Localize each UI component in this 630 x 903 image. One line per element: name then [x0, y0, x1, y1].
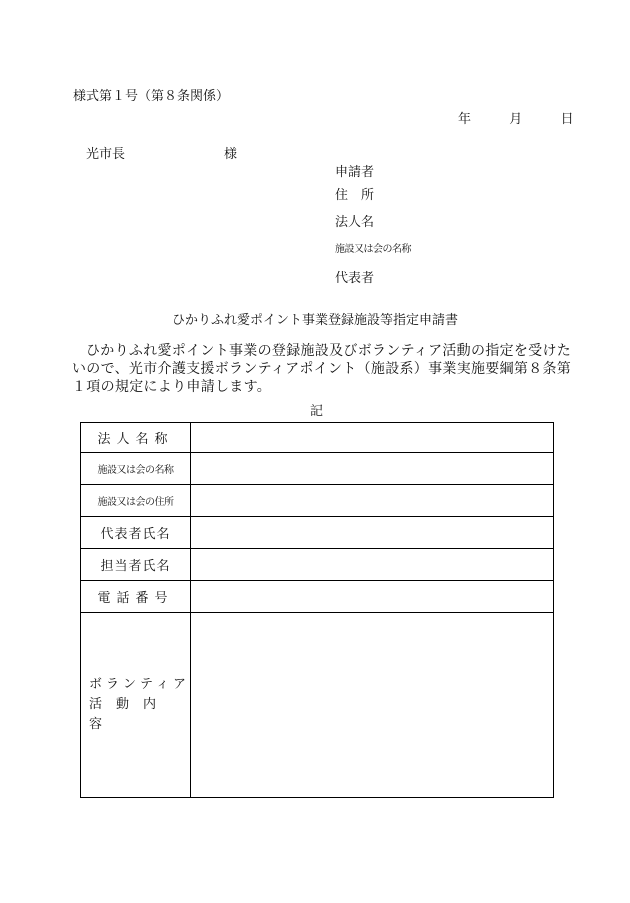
table-row: [81, 549, 554, 581]
activity-content-field[interactable]: [191, 613, 554, 798]
phone-label: 電話番号: [81, 581, 191, 613]
applicant-address-label: 住 所: [335, 188, 375, 203]
facility-name-field[interactable]: [191, 453, 554, 485]
activity-label-line-2: 活動内容: [89, 697, 171, 732]
facility-address-field[interactable]: [191, 485, 554, 517]
contact-name-label: 担当者氏名: [81, 549, 191, 581]
addressee-honorific: 様: [224, 147, 238, 162]
date-month-label: 月: [509, 112, 523, 127]
document-title: ひかりふれ愛ポイント事業登録施設等指定申請書: [172, 313, 459, 328]
applicant-corp-name-label: 法人名: [335, 215, 375, 230]
body-line-3: １項の規定により申請します。: [72, 379, 272, 395]
form-number: 様式第１号（第８条関係）: [73, 89, 230, 104]
ki-marker: 記: [310, 404, 324, 419]
date-day-label: 日: [560, 112, 574, 127]
applicant-representative-label: 代表者: [335, 271, 375, 286]
body-line-2: いので、光市介護支援ボランティアポイント（施設系）事業実施要綱第８条第: [72, 361, 572, 377]
corp-name-field[interactable]: [191, 423, 554, 453]
table-row: [81, 517, 554, 549]
applicant-facility-name-label: 施設又は会の名称: [335, 244, 411, 255]
date-line: [458, 108, 574, 127]
date-year-label: 年: [458, 112, 472, 127]
table-row: [81, 613, 554, 798]
body-line-1: ひかりふれ愛ポイント事業の登録施設及びボランティア活動の指定を受けた: [86, 343, 572, 359]
addressee-name: 光市長: [86, 147, 126, 162]
corp-name-label: 法人名称: [81, 423, 191, 453]
contact-name-field[interactable]: [191, 549, 554, 581]
applicant-heading: 申請者: [335, 165, 375, 180]
table-row: [81, 453, 554, 485]
representative-name-field[interactable]: [191, 517, 554, 549]
phone-field[interactable]: [191, 581, 554, 613]
application-table: [80, 422, 554, 798]
table-row: [81, 423, 554, 453]
representative-name-label: 代表者氏名: [81, 517, 191, 549]
table-row: [81, 581, 554, 613]
activity-label: [81, 613, 191, 798]
table-row: [81, 485, 554, 517]
facility-name-label: 施設又は会の名称: [81, 453, 191, 485]
facility-address-label: 施設又は会の住所: [81, 485, 191, 517]
activity-label-line-1: ボランティア: [89, 677, 190, 692]
